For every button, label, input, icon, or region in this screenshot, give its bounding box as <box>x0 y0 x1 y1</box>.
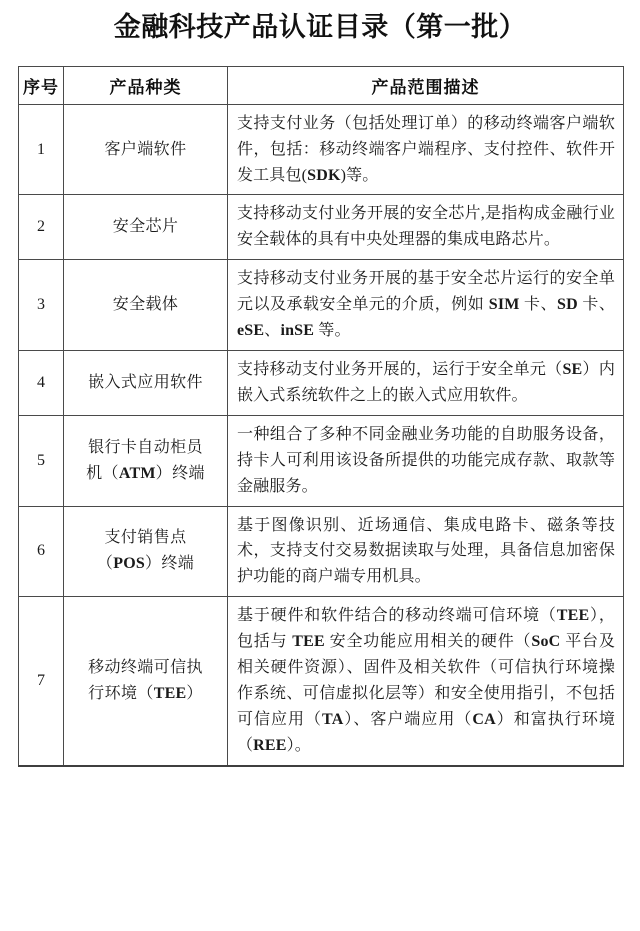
product-kind-line: 行环境（TEE） <box>88 684 203 702</box>
latin-term: SD <box>557 296 578 314</box>
product-kind-line: 嵌入式应用软件 <box>88 373 203 391</box>
product-kind-line: 移动终端可信执 <box>88 659 203 677</box>
table-row <box>19 195 624 260</box>
product-kind-cell <box>64 195 228 260</box>
latin-term: TEE <box>292 633 325 651</box>
latin-term: inSE <box>280 322 315 340</box>
latin-term: SoC <box>531 633 561 651</box>
product-kind-line: 支付销售点 <box>104 529 187 547</box>
column-header-description: 产品范围描述 <box>228 66 624 104</box>
product-description-cell: 支持移动支付业务开展的基于安全芯片运行的安全单元以及承载安全单元的介质，例如 SIM 卡、SD 卡、eSE、inSE 等。 <box>228 260 624 351</box>
latin-term: SE <box>562 361 583 378</box>
product-kind-cell <box>64 104 228 195</box>
row-index-cell: 3 <box>19 260 64 351</box>
product-kind-line: 安全载体 <box>112 296 179 314</box>
product-catalog-table <box>18 66 624 767</box>
table-header-row <box>19 66 624 104</box>
product-kind-cell <box>64 415 228 506</box>
latin-term: SIM <box>488 296 520 314</box>
table-row <box>19 260 624 351</box>
table-row <box>19 104 624 195</box>
product-kind-cell <box>64 260 228 351</box>
table-row <box>19 506 624 597</box>
latin-term: TEE <box>153 684 187 702</box>
catalog-table-wrapper <box>0 66 640 767</box>
latin-term: TEE <box>556 607 590 625</box>
product-kind-line: 客户端软件 <box>104 140 187 158</box>
table-row <box>19 351 624 416</box>
table-row <box>19 415 624 506</box>
table-header <box>19 66 624 104</box>
product-description-cell: 支持支付业务（包括处理订单）的移动终端客户端软件，包括：移动终端客户端程序、支付控件、软件开发工具包(SDK)等。 <box>228 104 624 195</box>
table-row <box>19 597 624 766</box>
table-body <box>19 104 624 765</box>
product-kind-line: 机（ATM）终端 <box>86 464 205 482</box>
product-kind-cell <box>64 506 228 597</box>
row-index-cell: 7 <box>19 597 64 766</box>
latin-term: TA <box>322 710 344 728</box>
product-description-cell: 基于硬件和软件结合的移动终端可信环境（TEE），包括与 TEE 安全功能应用相关的硬件（SoC 平台及相关硬件资源）、固件及相关软件（可信执行环境操作系统、可信虚拟化层等）和安全使用指引，不包括可信应用（TA）、客户端应用（CA）和富执行环境（REE）。 <box>228 597 624 766</box>
row-index-cell: 5 <box>19 415 64 506</box>
product-kind-line: 安全芯片 <box>112 218 179 236</box>
latin-term: eSE <box>237 322 265 340</box>
product-description-cell: 支持移动支付业务开展的，运行于安全单元（SE）内嵌入式系统软件之上的嵌入式应用软件。 <box>228 351 624 416</box>
product-description-cell: 支持移动支付业务开展的安全芯片,是指构成金融行业安全载体的具有中央处理器的集成电路芯片。 <box>228 195 624 260</box>
row-index-cell: 1 <box>19 104 64 195</box>
row-index-cell: 2 <box>19 195 64 260</box>
product-kind-line: （POS）终端 <box>96 555 195 573</box>
latin-term: SDK <box>307 166 341 184</box>
column-header-kind: 产品种类 <box>64 66 228 104</box>
product-kind-cell <box>64 597 228 766</box>
row-index-cell: 6 <box>19 506 64 597</box>
latin-term: POS <box>113 555 145 573</box>
page-title: 金融科技产品认证目录（第一批） <box>113 12 527 42</box>
latin-term: REE <box>253 736 287 754</box>
row-index-cell: 4 <box>19 351 64 416</box>
product-kind-cell <box>64 351 228 416</box>
latin-term: ATM <box>118 464 156 482</box>
product-description-cell: 一种组合了多种不同金融业务功能的自助服务设备，持卡人可利用该设备所提供的功能完成存款、取款等金融服务。 <box>228 415 624 506</box>
latin-term: CA <box>472 710 496 728</box>
product-kind-line: 银行卡自动柜员 <box>88 438 203 456</box>
product-description-cell: 基于图像识别、近场通信、集成电路卡、磁条等技术，支持支付交易数据读取与处理，具备信息加密保护功能的商户端专用机具。 <box>228 506 624 597</box>
column-header-index: 序号 <box>19 66 64 104</box>
